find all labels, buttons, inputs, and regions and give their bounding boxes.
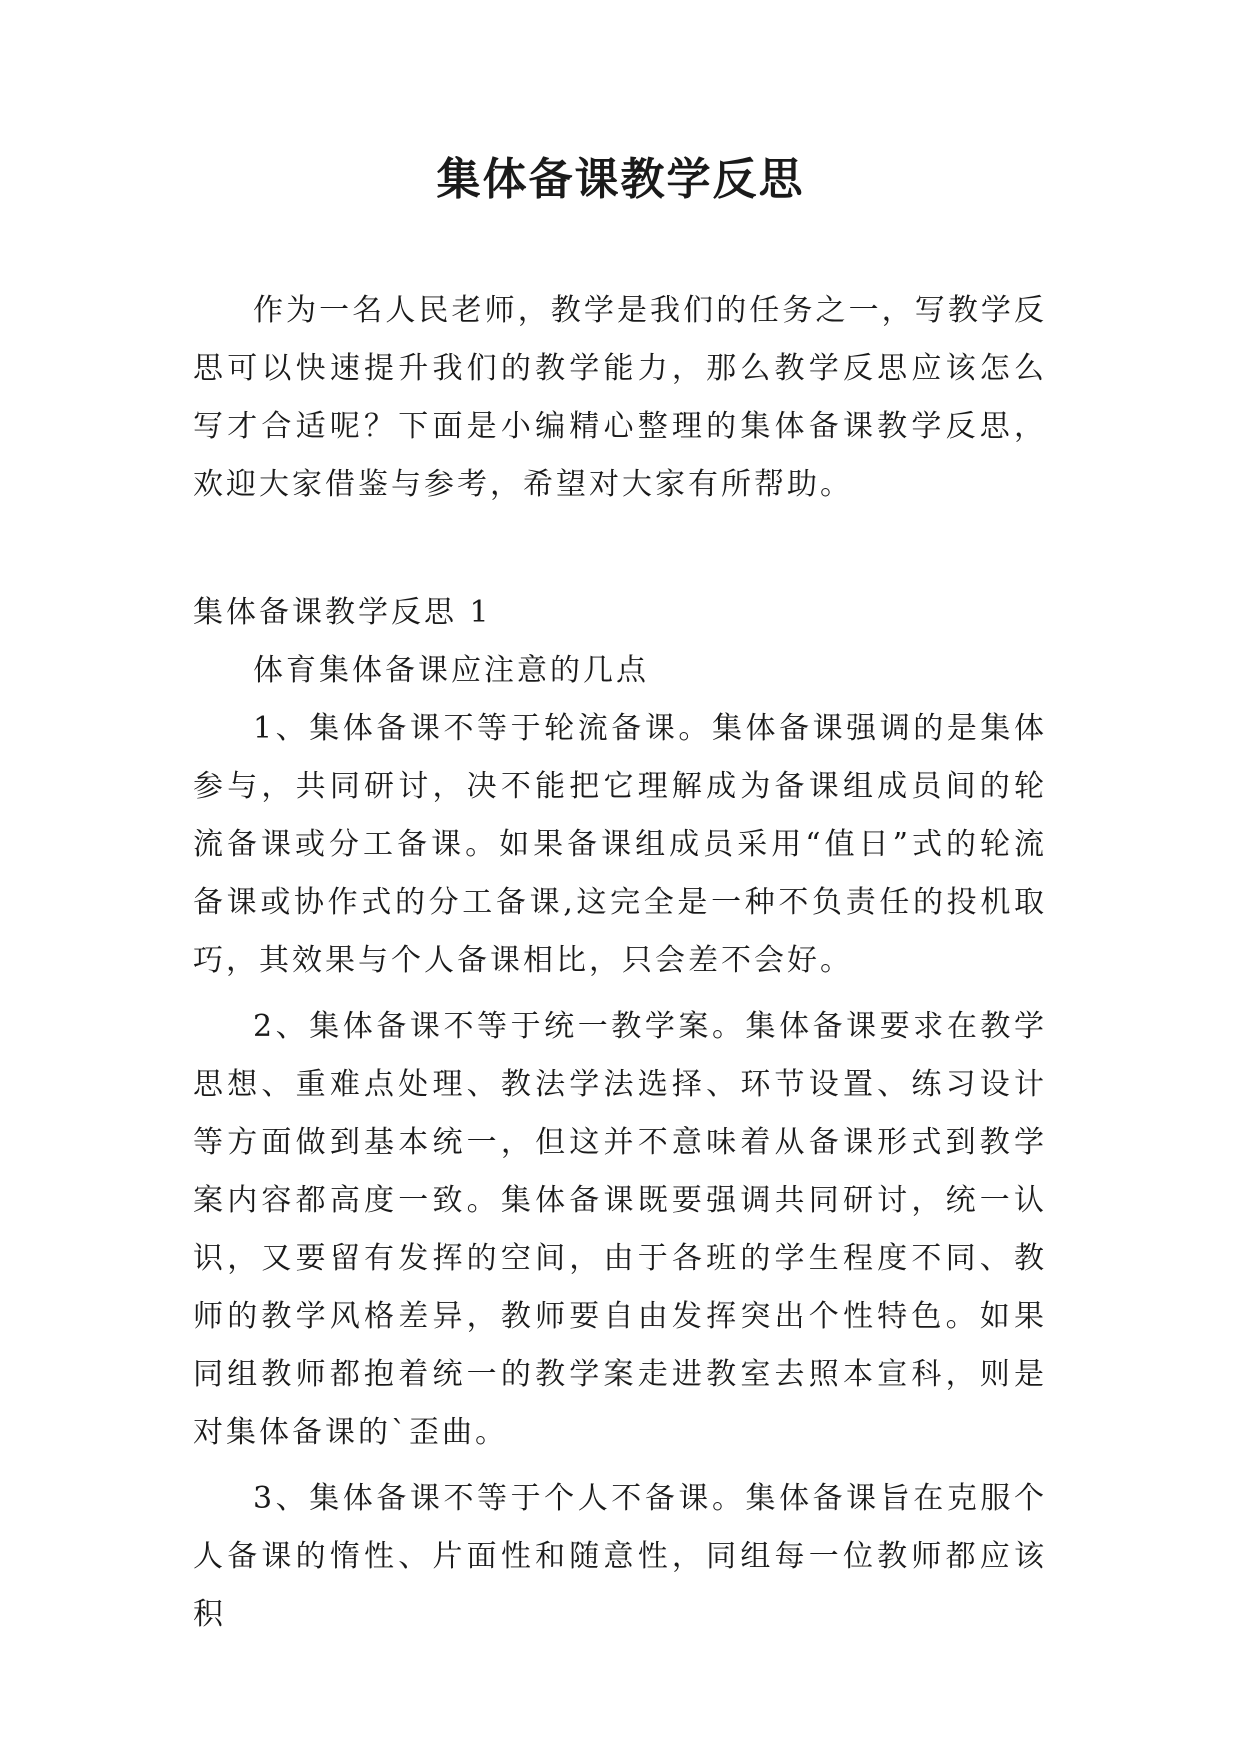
section-heading: 集体备课教学反思 1 [193, 595, 492, 630]
body-paragraph-1: 1、集体备课不等于轮流备课。集体备课强调的是集体参与，共同研讨，决不能把它理解成为备课组成员间的轮流备课或分工备课。如果备课组成员采用“值日”式的轮流备课或协作式的分工备课,这完全是一种不负责任的投机取巧，其效果与个人备课相比，只会差不会好。 [193, 711, 1047, 978]
intro-paragraph: 作为一名人民老师，教学是我们的任务之一，写教学反思可以快速提升我们的教学能力，那么教学反思应该怎么写才合适呢？下面是小编精心整理的集体备课教学反思，欢迎大家借鉴与参考，希望对大家有所帮助。 [193, 293, 1047, 502]
body-paragraph-3: 3、集体备课不等于个人不备课。集体备课旨在克服个人备课的惰性、片面性和随意性，同组每一位教师都应该积 [193, 1481, 1047, 1632]
document-title: 集体备课教学反思 [436, 154, 805, 205]
subheading: 体育集体备课应注意的几点 [253, 653, 649, 688]
body-paragraph-2: 2、集体备课不等于统一教学案。集体备课要求在教学思想、重难点处理、教法学法选择、环节设置、练习设计等方面做到基本统一，但这并不意味着从备课形式到教学案内容都高度一致。集体备课既要强调共同研讨，统一认识，又要留有发挥的空间，由于各班的学生程度不同、教师的教学风格差异，教师要自由发挥突出个性特色。如果同组教师都抱着统一的教学案走进教室去照本宣科，则是对集体备课的`歪曲。 [193, 1009, 1047, 1450]
document-body [193, 282, 1047, 1644]
